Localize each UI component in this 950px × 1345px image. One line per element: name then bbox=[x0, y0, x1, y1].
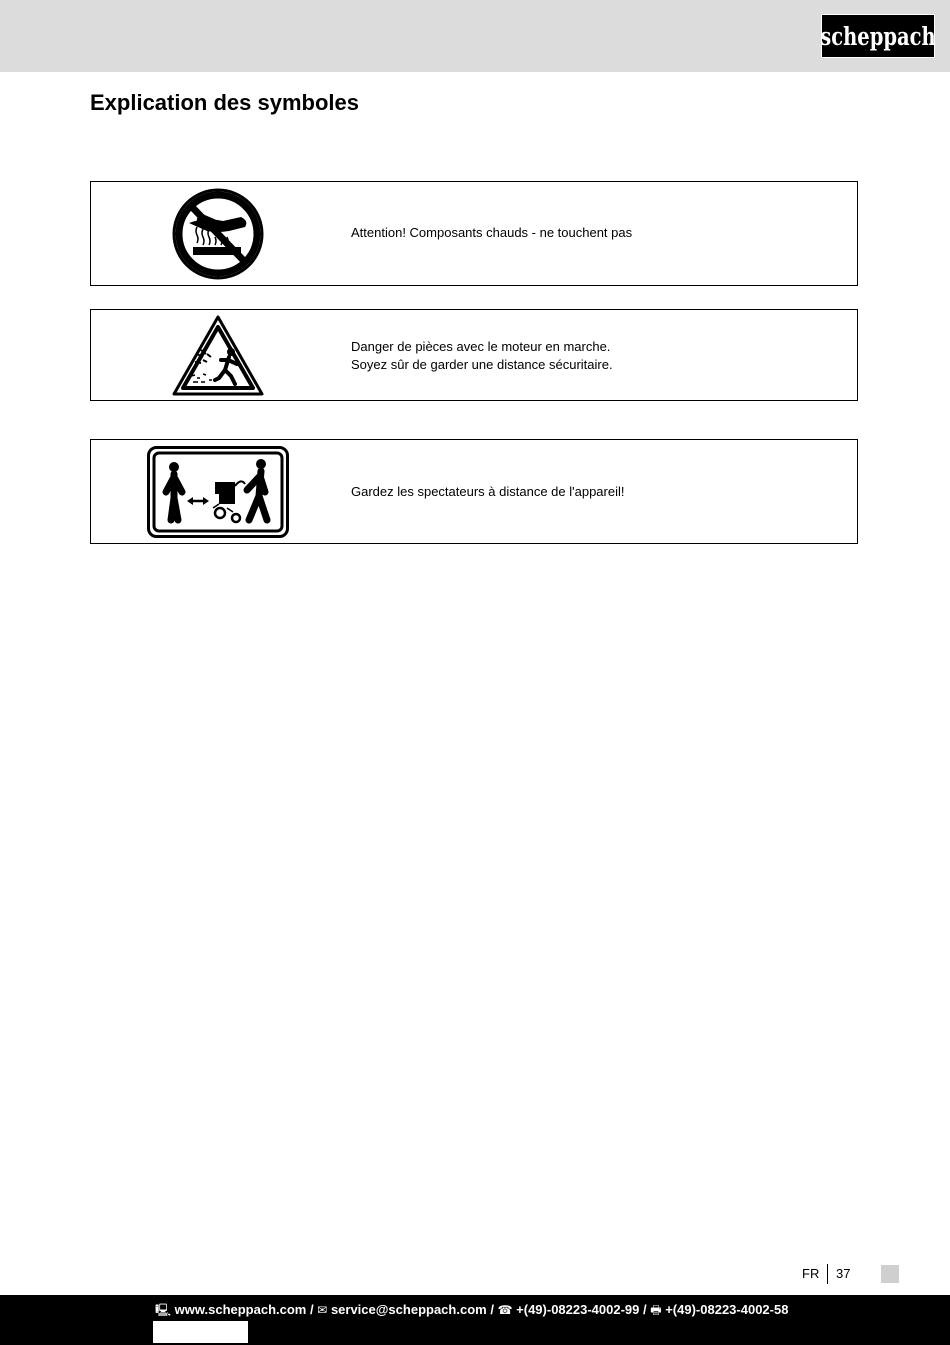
description-line: Attention! Composants chauds - ne touchent pas bbox=[351, 225, 633, 240]
fax-number: +(49)-08223-4002-58 bbox=[665, 1302, 789, 1317]
symbol-row bbox=[90, 181, 858, 286]
page-title: Explication des symboles bbox=[90, 90, 359, 115]
phone-icon: ☎ bbox=[497, 1303, 513, 1317]
symbol-description bbox=[351, 483, 624, 501]
website-link[interactable]: www.scheppach.com bbox=[174, 1302, 307, 1317]
computer-icon: 🖳 bbox=[155, 1303, 172, 1317]
symbol-row bbox=[90, 439, 858, 544]
footer-contact-line bbox=[155, 1301, 788, 1322]
description-line: Soyez sûr de garder une distance sécuritaire. bbox=[351, 357, 613, 372]
symbol-description bbox=[351, 338, 613, 374]
email-link[interactable]: service@scheppach.com bbox=[330, 1302, 487, 1317]
no-touch-hot-surface-icon bbox=[171, 187, 265, 281]
page-number: 37 bbox=[836, 1266, 851, 1281]
description-line: Danger de pièces avec le moteur en marche. bbox=[351, 339, 611, 354]
description-line: Gardez les spectateurs à distance de l'appareil! bbox=[351, 484, 625, 499]
separator: / bbox=[490, 1302, 494, 1317]
logo-text: scheppach bbox=[820, 21, 936, 51]
symbol-description bbox=[351, 224, 632, 242]
phone-number: +(49)-08223-4002-99 bbox=[516, 1302, 640, 1317]
flying-parts-warning-icon bbox=[171, 314, 265, 398]
page-marker bbox=[881, 1265, 899, 1283]
symbol-row bbox=[90, 309, 858, 401]
header-band bbox=[0, 0, 950, 72]
separator: / bbox=[643, 1302, 647, 1317]
divider bbox=[827, 1264, 828, 1284]
footer-white-block bbox=[153, 1321, 248, 1343]
separator: / bbox=[310, 1302, 314, 1317]
keep-bystanders-away-icon bbox=[147, 446, 289, 538]
email-icon: ✉ bbox=[317, 1303, 328, 1317]
fax-icon: 🖶 bbox=[650, 1303, 662, 1317]
page-language: FR bbox=[802, 1266, 820, 1281]
scheppach-logo bbox=[821, 14, 935, 58]
